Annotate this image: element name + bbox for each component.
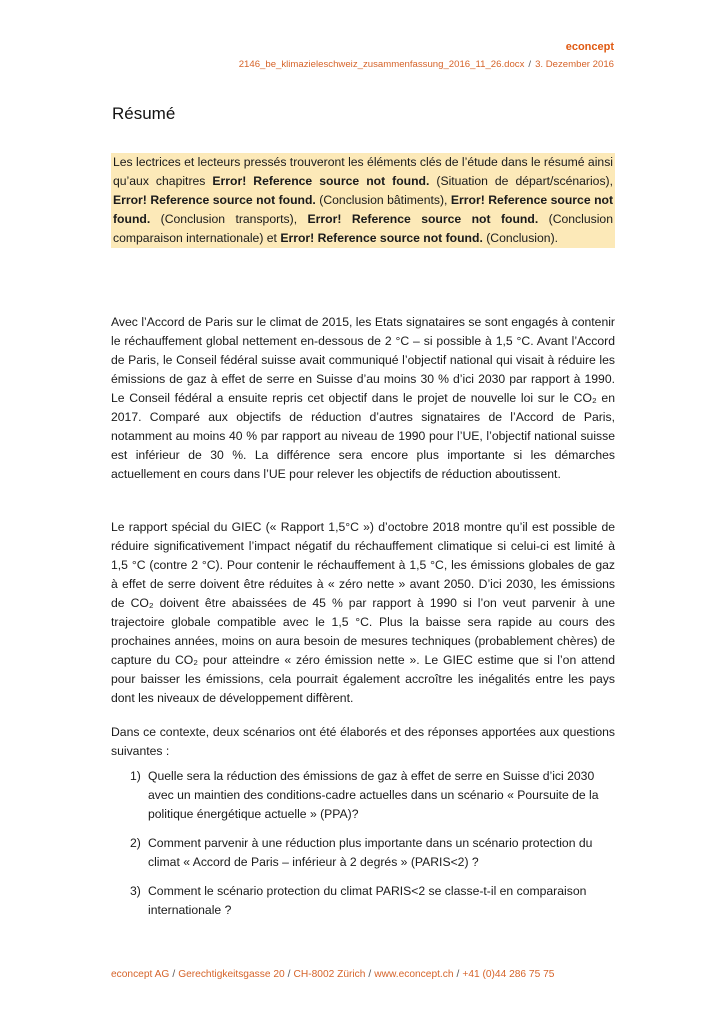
footer-address: Gerechtigkeitsgasse 20 [178, 969, 285, 980]
guide-text: (Conclusion). [482, 231, 559, 245]
document-header [239, 59, 614, 70]
list-item-text: Comment parvenir à une réduction plus importante dans un scénario protection du climat « Accord de Paris – inférieur à 2 degrés » (PARIS<2) ? [148, 836, 593, 869]
list-item-text: Quelle sera la réduction des émissions de gaz à effet de serre en Suisse d’ici 2030 avec un maintien des conditions-cadre actuelles dans un scénario « Poursuite de la politique énergétique actuelle » (PPA)? [148, 769, 599, 821]
footer-company: econcept AG [111, 969, 170, 980]
paragraph-ipcc-report: Le rapport spécial du GIEC (« Rapport 1,5°C ») d’octobre 2018 montre qu’il est possible de réduire significativement l’impact négatif du réchauffement climatique si celui-ci est limité à 1,5 °C (contre 2 °C). Pour contenir le réchauffement à 1,5 °C, les émissions globales de gaz à effet de serre doivent être réduites à « zéro nette » avant 2050. D’ici 2030, les émissions de CO₂ doivent être abaissées de 45 % par rapport à 1990 si l’on veut parvenir à une trajectoire globale compatible avec le 1,5 °C. Plus la baisse sera rapide au cours des prochaines années, moins on aura besoin de mesures techniques (probablement chères) de capture du CO₂ pour atteindre « zéro émission nette ». Le GIEC estime que si l’on attend pour baisser les émissions, cela pourrait également accroître les inégalités entre les pays dont les niveaux de développement diffèrent. [111, 520, 615, 705]
reference-error-link[interactable]: Error! Reference source not found. [307, 212, 539, 226]
reference-error-link[interactable]: Error! Reference source not found. [113, 193, 614, 226]
document-date: 3. Dezember 2016 [535, 59, 614, 70]
paragraph-paris-agreement: Avec l’Accord de Paris sur le climat de 2015, les Etats signataires se sont engagés à contenir le réchauffement global nettement en-dessous de 2 °C – si possible à 1,5 °C. Avant l’Accord de Paris, le Conseil fédéral suisse avait communiqué l’objectif national qui visait à réduire les émissions de gaz à effet de serre en Suisse d’au moins 30 % d’ici 2030 par rapport à 1990. Le Conseil fédéral a ensuite repris cet objectif dans le projet de nouvelle loi sur le CO₂ en 2017. Comparé aux objectifs de réduction d’autres signataires de l’Accord de Paris, notamment au moins 40 % par rapport au niveau de 1990 pour l’UE, l’objectif national suisse est inférieur de 30 %. La différence sera encore plus importante si les démarches actuellement en cours dans l’UE pour relever les objectifs de réduction aboutissent. [111, 315, 615, 481]
reference-error-link[interactable]: Error! Reference source not found. [280, 231, 483, 245]
footer-city: CH-8002 Zürich [293, 969, 366, 980]
footer-phone: +41 (0)44 286 75 75 [462, 969, 555, 980]
page-title: Résumé [112, 104, 176, 123]
list-number: 3) [130, 884, 141, 898]
document-filename: 2146_be_klimazieleschweiz_zusammenfassung_2016_11_26.docx [238, 59, 525, 70]
list-item-text: Comment le scénario protection du climat PARIS<2 se classe-t-il en comparaison internationale ? [148, 884, 587, 917]
list-number: 2) [130, 836, 141, 850]
header-separator: / [528, 59, 532, 70]
reference-error-link[interactable]: Error! Reference source not found. [113, 193, 316, 207]
guide-text: (Conclusion comparaison internationale) et [113, 212, 613, 245]
reading-guide-box [111, 153, 615, 248]
list-item [111, 767, 615, 824]
guide-text: (Situation de départ/scénarios), [429, 174, 613, 188]
list-item [111, 882, 615, 920]
list-item [111, 834, 615, 872]
footer-separator: / [287, 969, 291, 980]
guide-text: Les lectrices et lecteurs pressés trouveront les éléments clés de l’étude dans le résumé ainsi qu’aux chapitres [113, 155, 613, 188]
footer-separator: / [368, 969, 372, 980]
footer-website-link[interactable]: www.econcept.ch [374, 969, 454, 980]
questions-list [111, 767, 615, 930]
page-footer [111, 969, 554, 980]
list-number: 1) [130, 769, 141, 783]
footer-separator: / [456, 969, 460, 980]
brand-name: econcept [565, 41, 614, 53]
reference-error-link[interactable]: Error! Reference source not found. [212, 174, 430, 188]
paragraph-context: Dans ce contexte, deux scénarios ont été élaborés et des réponses apportées aux questions suivantes : [111, 725, 615, 758]
guide-text: (Conclusion bâtiments), [315, 193, 451, 207]
guide-text: (Conclusion transports), [150, 212, 308, 226]
footer-separator: / [172, 969, 176, 980]
